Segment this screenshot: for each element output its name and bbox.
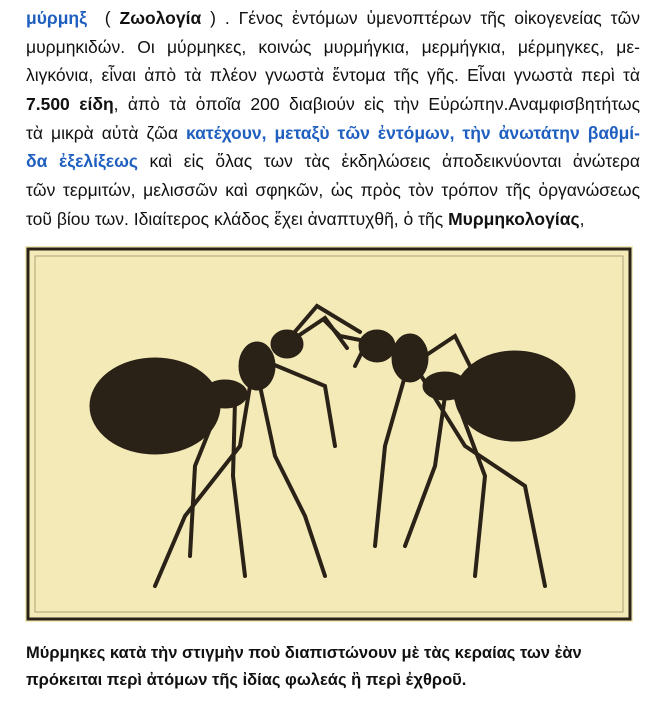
article-text	[26, 4, 640, 234]
text-line	[26, 147, 640, 176]
text-segment: ,	[579, 208, 585, 229]
text-segment: τὰ μικρὰ αὐτὰ ζῶα	[26, 122, 186, 143]
text-segment: τοῦ βίου των. Ιδιαίτερος κλάδος ἔχει ἀναπτυχθῆ, ὁ τῆς	[26, 208, 449, 229]
left-ant	[90, 306, 360, 586]
text-line	[26, 61, 640, 90]
ants-drawing	[25, 246, 633, 622]
text-segment: (	[86, 8, 120, 28]
ants-illustration	[25, 246, 633, 622]
text-segment: μυρμηκιδών. Οι μύρμηκες, κοινώς μυρμήγκια, μερμήγκια, μέρμηγκες, με-	[26, 36, 640, 57]
text-line	[26, 119, 640, 148]
highlighted-text: 7.500 είδη	[26, 94, 114, 115]
highlighted-text: μύρμηξ	[26, 8, 87, 28]
text-segment: , ἀπὸ τὰ ὁποῖα 200 διαβιούν εἰς τὴν Εὐρώπην.Αναμφισβητήτως	[113, 94, 641, 115]
text-segment: ) . Γένος ἐντόμων ὑμενοπτέρων τῆς οἰκογενείας τῶν	[201, 8, 640, 28]
text-segment: τῶν τερμιτών, μελισσῶν καὶ σφηκῶν, ὡς πρὸς τὸν τρόπον τῆς ὀργανώσεως	[26, 180, 640, 201]
highlighted-text: δα ἐξελίξεως	[26, 151, 138, 172]
text-segment: καὶ εἰς ὅλας των τὰς ἐκδηλώσεις ἀποδεικνύονται ἀνώτερα	[137, 151, 640, 172]
text-line	[26, 33, 640, 62]
highlighted-text: Ζωολογία	[119, 8, 202, 28]
text-line	[26, 176, 640, 205]
text-line	[26, 205, 640, 234]
text-segment: λιγκόνια, εἶναι ἀπὸ τὰ πλέον γνωστὰ ἔντομα τῆς γῆς. Εἶναι γνωστὰ περὶ τὰ	[26, 65, 640, 86]
highlighted-text: κατέχουν, μεταξὺ τῶν ἐντόμων, τὴν ἀνωτάτην βαθμί-	[185, 122, 640, 143]
caption-line: Μύρμηκες κατὰ τὴν στιγμὴν ποὺ διαπιστώνουν μὲ τὰς κεραίας των ἐὰν	[26, 644, 582, 662]
figure-caption	[26, 640, 646, 694]
caption-line: πρόκειται περὶ ἀτόμων τῆς ἰδίας φωλεάς ἢ περὶ ἐχθροῦ.	[26, 671, 467, 689]
highlighted-text: Μυρμηκολογίας	[448, 208, 580, 229]
text-line	[26, 4, 640, 33]
right-ant	[325, 321, 575, 586]
text-line	[26, 90, 640, 119]
